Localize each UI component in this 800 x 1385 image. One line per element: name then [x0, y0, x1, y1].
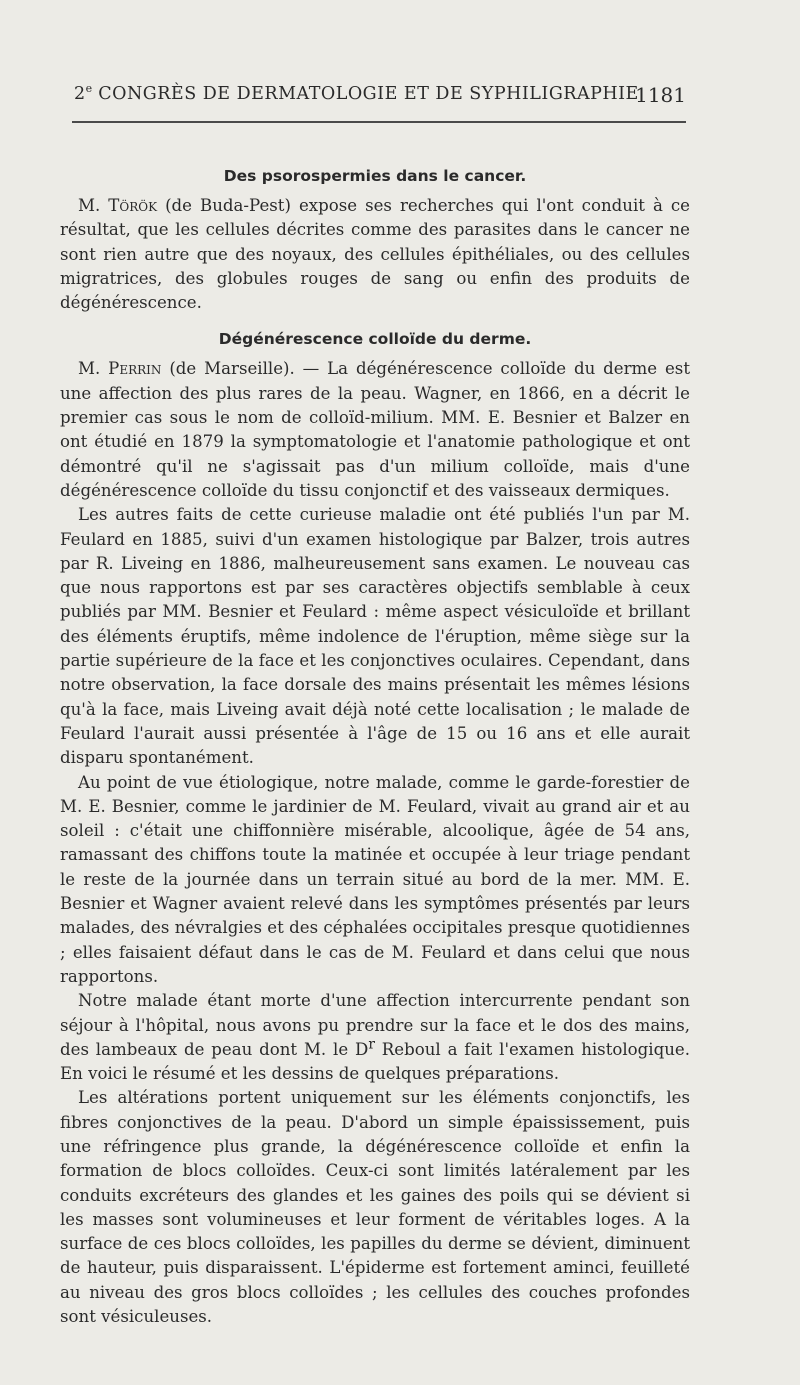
section-title: Des psorospermies dans le cancer. [223, 167, 527, 185]
paragraph-lead: M. [78, 359, 109, 379]
page-number: 1181 [635, 83, 686, 107]
paragraph-text: Reboul a fait l'examen histologique. En voici le résumé et les dessins de quelques préparations. [60, 1039, 690, 1084]
paragraph-text: (de Marseille). — La dégénérescence colloïde du derme est une affection des plus rares de la peau. Wagner, en 1866, en a décrit le premier cas sous le nom de colloïd-milium. MM. E. Besnier et Balzer en ont étudié en 1879 la symptomatologie et l'anatomie pathologique et ont démontré qu'il ne s'agissait pas d'un milium colloïde, mais d'une dégénérescence colloïde du tissu conjonctif et des vaisseaux dermiques. [60, 359, 690, 500]
paragraph: Au point de vue étiologique, notre malade, comme le garde-forestier de M. E. Besnier, comme le jardinier de M. Feulard, vivait au grand air et au soleil : c'était une chiffonnière misérable, alcoolique, âgée de 54 ans, ramassant des chiffons toute la matinée et occupée à leur triage pendant le reste de la journée dans un terrain situé au bord de la mer. MM. E. Besnier et Wagner avaient relevé dans les symptômes présentés par leurs malades, des névralgies et des céphalées occipitales presque quotidiennes ; elles faisaient défaut dans le cas de M. Feulard et dans celui que nous rapportons. [60, 772, 690, 986]
paragraph: Les autres faits de cette curieuse maladie ont été publiés l'un par M. Feulard en 1885, suivi d'un examen histologique par Balzer, trois autres par R. Liveing en 1886, malheureusement sans examen. Le nouveau cas que nous rapportons est par ses caractères objectifs semblable à ceux publiés par MM. Besnier et Feulard : même aspect vésiculoïde et brillant des éléments éruptifs, même indolence de l'éruption, même siège sur la partie supérieure de la face et les conjonctives oculaires. Cependant, dans notre observation, la face dorsale des mains présentait les mêmes lésions qu'à la face, mais Liveing avait déjà noté cette localisation ; le malade de Feulard l'aurait aussi présentée à l'âge de 15 ou 16 ans et elle aurait disparu spontanément. [60, 505, 690, 768]
paragraph-text: Notre malade étant morte d'une affection intercurrente pendant son séjour à l'hôpital, nous avons pu prendre sur la face et le dos des mains, des lambeaux de peau dont M. le D [60, 991, 690, 1059]
header-title [74, 84, 639, 104]
running-header [74, 84, 686, 112]
paragraph-text: (de Buda-Pest) expose ses recherches qui l'ont conduit à ce résultat, que les cellules décrites comme des parasites dans le cancer ne sont rien autre que des noyaux, des cellules épithéliales, ou des cellules migratrices, des globules rouges de sang ou enfin des produits de dégénérescence. [60, 196, 690, 313]
paragraph [60, 194, 690, 315]
paragraph [60, 989, 690, 1086]
speaker-name: Török [108, 196, 158, 215]
header-rule [72, 121, 686, 123]
header-title-sup: e [85, 82, 93, 96]
paragraph: Les altérations portent uniquement sur les éléments conjonctifs, les fibres conjonctives de la peau. D'abord un simple épaississement, puis une réfringence plus grande, la dégénérescence colloïde et enfin la formation de blocs colloïdes. Ceux-ci sont limités latéralement par les conduits excréteurs des glandes et les gaines des poils qui se dévient si les masses sont volumineuses et leur forment de véritables loges. A la surface de ces blocs colloïdes, les papilles du derme se dévient, diminuent de hauteur, puis disparaissent. L'épiderme est fortement aminci, feuilleté au niveau des gros blocs colloïdes ; les cellules des couches profondes sont vésiculeuses. [60, 1088, 690, 1327]
superscript: r [368, 1036, 375, 1053]
speaker-name: Perrin [108, 359, 162, 379]
header-title-ordinal: 2 [74, 84, 86, 104]
article-body [60, 158, 690, 1329]
paragraph [60, 357, 690, 503]
paragraph-lead: M. [78, 196, 109, 215]
header-title-text: CONGRÈS DE DERMATOLOGIE ET DE SYPHILIGRAPHIE [92, 84, 639, 104]
section-title: Dégénérescence colloïde du derme. [218, 330, 532, 349]
